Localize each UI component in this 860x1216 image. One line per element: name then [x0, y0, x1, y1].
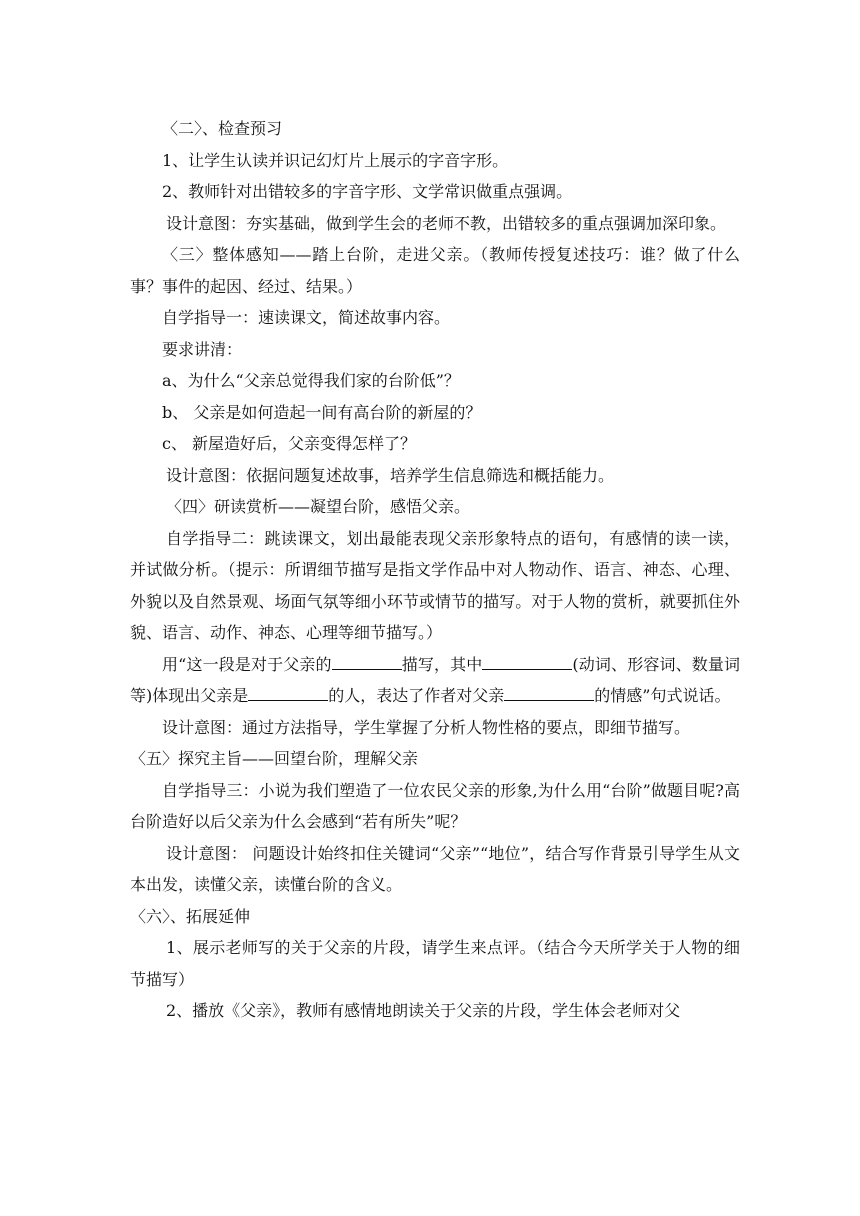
text-segment: 的人，表达了作者对父亲: [328, 686, 505, 705]
blank-line: [332, 653, 402, 670]
paragraph: 1、让学生认读并识记幻灯片上展示的字音字形。: [162, 150, 509, 170]
blank-line: [482, 653, 572, 670]
paragraph: 2、教师针对出错较多的字音字形、文学常识做重点强调。: [162, 182, 573, 201]
paragraph: 自学指导一：速读课文，简述故事内容。: [162, 308, 451, 327]
list-item: b、 父亲是如何造起一间有高台阶的新屋的？: [162, 402, 482, 422]
paragraph: 自学指导三：小说为我们塑造了一位农民父亲的形象,为什么用“台阶”做题目呢?高台阶造好以后父亲为什么会感到“若有所失”呢？: [130, 780, 740, 831]
fill-in-sentence-paragraph: [130, 649, 740, 712]
section-heading-theme-exploration: 〈五〉探究主旨——回望台阶，理解父亲: [130, 749, 419, 768]
blank-line: [248, 684, 328, 701]
text-segment: 用“这一段是对于父亲的: [162, 654, 332, 674]
document-body: [130, 113, 740, 1027]
section-heading-preview-check: 〈二〉、检查预习: [162, 119, 283, 138]
design-intent-paragraph: 设计意图：依据问题复述故事，培养学生信息筛选和概括能力。: [166, 465, 615, 485]
list-item: a、为什么“父亲总觉得我们家的台阶低”？: [162, 371, 460, 390]
design-intent-paragraph: 设计意图：夯实基础，做到学生会的老师不教，出错较多的重点强调加深印象。: [166, 213, 727, 233]
paragraph: 1、展示老师写的关于父亲的片段，请学生来点评。（结合今天所学关于人物的细节描写）: [130, 938, 740, 989]
text-segment: (动词、形容词、数量词等)体现出父亲是: [130, 654, 740, 705]
paragraph: 要求讲清：: [162, 339, 243, 359]
design-intent-paragraph: 设计意图： 问题设计始终扣住关键词“父亲”“地位”，结合写作背景引导学生从文本出发，读懂父亲，读懂台阶的含义。: [130, 843, 740, 894]
section-heading-study-appreciation: 〈四〉研读赏析——凝望台阶，感悟父亲。: [166, 497, 471, 516]
text-segment: 描写，其中: [401, 654, 483, 674]
section-heading-overall-perception: 〈三〉整体感知——踏上台阶，走进父亲。（教师传授复述技巧：谁？做了什么事？事件的起因、经过、结果。）: [130, 245, 740, 296]
text-segment: 的情感”句式说话。: [594, 686, 731, 705]
design-intent-paragraph: 设计意图：通过方法指导，学生掌握了分析人物性格的要点，即细节描写。: [162, 717, 691, 737]
blank-line: [504, 684, 594, 701]
section-heading-extension: 〈六〉、拓展延伸: [130, 906, 251, 926]
list-item: c、 新屋造好后，父亲变得怎样了？: [162, 434, 417, 453]
paragraph: 2、播放《父亲》，教师有感情地朗读关于父亲的片段，学生体会老师对父: [166, 1001, 681, 1020]
paragraph: 自学指导二：跳读课文，划出最能表现父亲形象特点的语句，有感情的读一读，并试做分析。（提示：所谓细节描写是指文学作品中对人物动作、语言、神态、心理、外貌以及自然景观、场面气氛等细小环节或情节的描写。对于人物的赏析，就要抓住外貌、语言、动作、神态、心理等细节描写。）: [130, 528, 740, 642]
